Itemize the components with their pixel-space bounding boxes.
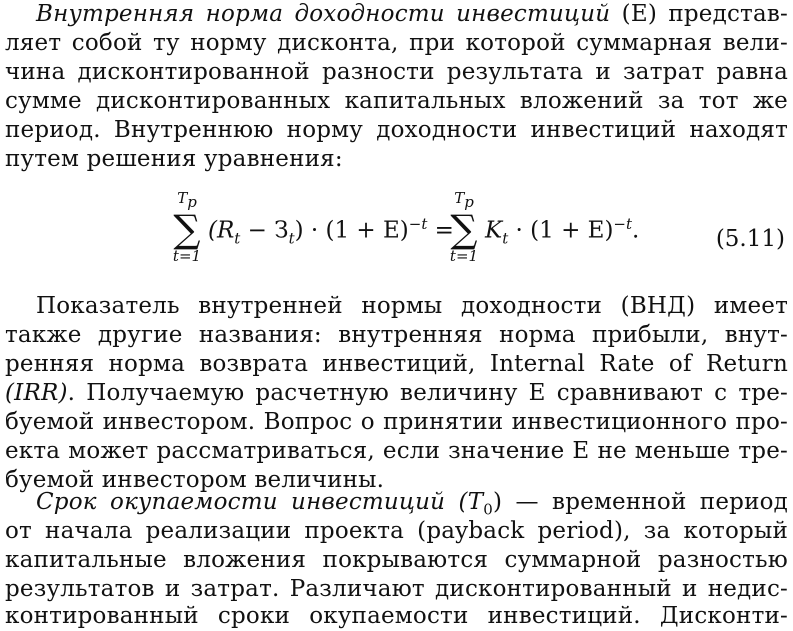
sum-lower-limit: t=1 bbox=[449, 247, 479, 265]
paragraph-2-line-7: буемой инвестором величины. bbox=[5, 467, 385, 493]
paragraph-2-line-3: ренняя норма возврата инвестиций, Internal Rate of Return bbox=[5, 351, 788, 377]
paragraph-1-line-3: чина дисконтированной разности результата и затрат равна bbox=[5, 59, 788, 85]
abbr-irr: (IRR) bbox=[5, 380, 68, 406]
equation-number: (5.11) bbox=[715, 226, 785, 252]
sum-left bbox=[170, 190, 204, 264]
text-fragment: $(T_0)$ — временной период bbox=[458, 489, 789, 519]
sum-lower-limit: t=1 bbox=[172, 247, 202, 265]
paragraph-3-line-5: контированный сроки окупаемости инвестиций. Дисконти- bbox=[5, 603, 788, 629]
paragraph-1-line-5: период. Внутреннюю норму доходности инвестиций находят bbox=[5, 117, 788, 143]
sum-upper-limit: $T_р$ bbox=[454, 189, 474, 211]
term-payback: Срок окупаемости инвестиций bbox=[36, 489, 446, 515]
left-expression: $(R_t - З_t) \cdot (1 + E)^{-t}$ = bbox=[208, 215, 454, 248]
paragraph-1-line-4: сумме дисконтированных капитальных вложений за тот же bbox=[5, 88, 788, 114]
sum-upper-limit: $T_р$ bbox=[177, 189, 197, 211]
paragraph-2-line-5: буемой инвестором. Вопрос о принятии инвестиционного про- bbox=[5, 409, 788, 435]
paragraph-1-line-6: путем решения уравнения: bbox=[5, 146, 343, 172]
paragraph-3-line-2: от начала реализации проекта (payback period), за который bbox=[5, 518, 788, 544]
term-irr: Внутренняя норма доходности инвестиций bbox=[36, 1, 611, 27]
paragraph-3-line-4: результатов и затрат. Различают дисконтированный и недис- bbox=[5, 576, 788, 602]
sigma-symbol: ∑ bbox=[450, 207, 478, 251]
right-expression: $K_t \cdot (1 + E)^{-t}$. bbox=[485, 215, 640, 248]
paragraph-2-line-1: Показатель внутренней нормы доходности (ВНД) имеет bbox=[36, 293, 788, 319]
paragraph-3-line-1 bbox=[36, 488, 788, 517]
equation-5-11 bbox=[0, 190, 793, 280]
paragraph-2-line-6: екта может рассматриваться, если значение E не меньше тре- bbox=[5, 438, 788, 464]
paragraph-3-line-3: капитальные вложения покрываются суммарной разностью bbox=[5, 547, 788, 573]
paragraph-1-line-1 bbox=[36, 0, 788, 29]
text-fragment: (E) представ- bbox=[621, 1, 789, 27]
text-fragment: . Получаемую расчетную величину E сравнивают с тре- bbox=[67, 380, 788, 406]
sum-right bbox=[447, 190, 481, 264]
paragraph-2-line-4 bbox=[5, 379, 788, 408]
paragraph-1-line-2: ляет собой ту норму дисконта, при которой суммарная вели- bbox=[5, 30, 788, 56]
paragraph-2-line-2: также другие названия: внутренняя норма прибыли, внут- bbox=[5, 322, 788, 348]
sigma-symbol: ∑ bbox=[173, 207, 201, 251]
